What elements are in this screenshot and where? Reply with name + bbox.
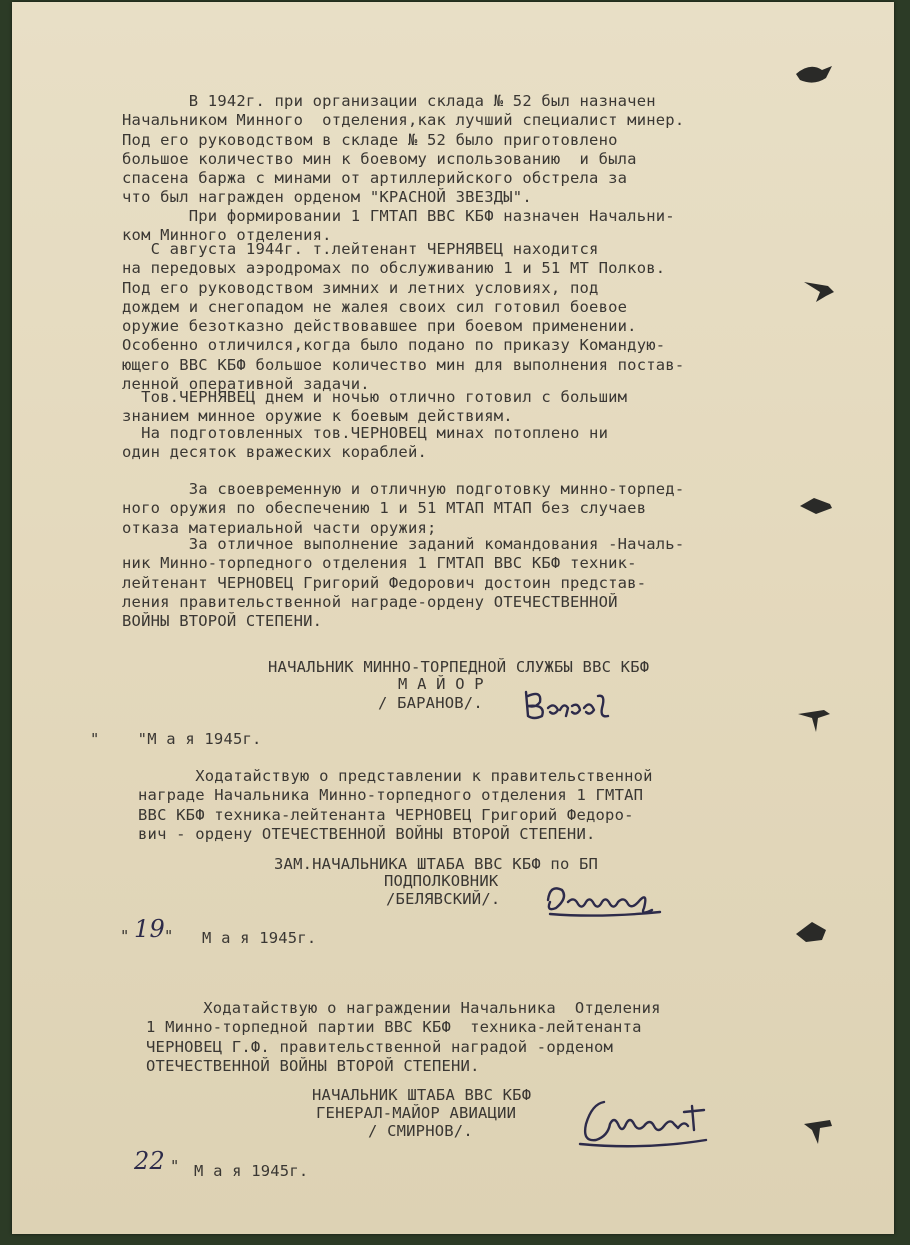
signer1-name: / БАРАНОВ/. [378, 694, 483, 712]
signer1-title: НАЧАЛЬНИК МИННО-ТОРПЕДНОЙ СЛУЖБЫ ВВС КБФ [268, 658, 650, 676]
signer3-name: / СМИРНОВ/. [368, 1122, 473, 1140]
date3-day-handwritten: 22 [134, 1147, 165, 1175]
punch-hole-4 [794, 702, 834, 734]
paragraph-gmtap-formation: При формировании 1 ГМТАП ВВС КБФ назначен Начальни- ком Минного отделения. [122, 207, 675, 245]
signer2-title: ЗАМ.НАЧАЛЬНИКА ШТАБА ВВС КБФ по БП [274, 855, 599, 873]
paragraph-day-and-night: Тов.ЧЕРНЯВЕЦ днем и ночью отлично готовил с большим знанием минное оружие к боевым действиям. [122, 388, 628, 426]
punch-hole-3 [796, 494, 836, 518]
punch-hole-6 [798, 1114, 838, 1148]
paragraph-enemy-ships: На подготовленных тов.ЧЕРНОВЕЦ минах потоплено ни один десяток вражеских кораблей. [122, 424, 609, 462]
date2-quote-open: " [120, 927, 130, 945]
signer2-rank: ПОДПОЛКОВНИК [384, 872, 499, 890]
signature3-handwritten [574, 1094, 714, 1154]
signature1-handwritten [520, 686, 620, 730]
paragraph-appointment-1942: В 1942г. при организации склада № 52 был назначен Начальником Минного отделения,как лучший специалист минер. Под его руководством в складе № 52 было приготовлено большое количество мин к боевому использованию и была спасена баржа с минами от артиллерийского обстрела за что был награжден орденом "КРАСНОЙ ЗВЕЗДЫ". [122, 92, 685, 207]
date3: М а я 1945г. [194, 1162, 309, 1180]
paragraph-recommendation: За отличное выполнение заданий командования -Началь- ник Минно-торпедного отделения 1 ГМТАП ВВС КБФ техник- лейтенант ЧЕРНОВЕЦ Григорий Федорович достоин представ- ления правительственной награде-ордену ОТЕЧЕСТВЕННОЙ ВОЙНЫ ВТОРОЙ СТЕПЕНИ. [122, 535, 685, 631]
petition2: Ходатайствую о награждении Начальника Отделения 1 Минно-торпедной партии ВВС КБФ техника-лейтенанта ЧЕРНОВЕЦ Г.Ф. правительственной наградой -орденом ОТЕЧЕСТВЕННОЙ ВОЙНЫ ВТОРОЙ СТЕПЕНИ. [146, 999, 661, 1075]
signer3-title: НАЧАЛЬНИК ШТАБА ВВС КБФ [312, 1086, 532, 1104]
signer2-name: /БЕЛЯВСКИЙ/. [386, 890, 501, 908]
punch-hole-2 [798, 274, 838, 304]
paragraph-august-1944: С августа 1944г. т.лейтенант ЧЕРНЯВЕЦ находится на передовых аэродромах по обслуживанию 1 и 51 МТ Полков. Под его руководством зимних и летних условиях, под дождем и снегопадом не жалея своих сил готовил боевое оружие безотказно действовавшее при боевом применении. Особенно отличился,когда было подано по приказу Командую- ющего ВВС КБФ большое количество мин для выполнения постав- ленной оперативной задачи. [122, 240, 685, 394]
date2: М а я 1945г. [202, 929, 317, 947]
petition1: Ходатайствую о представлении к правительственной награде Начальника Минно-торпедного отделения 1 ГМТАП ВВС КБФ техника-лейтенанта ЧЕРНОВЕЦ Григорий Федоро- вич - ордену ОТЕЧЕСТВЕННОЙ ВОЙНЫ ВТОРОЙ СТЕПЕНИ. [138, 767, 653, 843]
document-page [12, 2, 894, 1234]
signer3-rank: ГЕНЕРАЛ-МАЙОР АВИАЦИИ [316, 1104, 517, 1122]
date1: " "М а я 1945г. [90, 730, 262, 748]
signature2-handwritten [540, 878, 670, 922]
date2-quote-close: " [164, 927, 174, 945]
punch-hole-1 [792, 56, 836, 92]
paragraph-timely-preparation: За своевременную и отличную подготовку минно-торпед- ного оружия по обеспечению 1 и 51 МТАП МТАП без случаев отказа материальной части оружия; [122, 480, 685, 537]
date2-day-handwritten: 19 [134, 915, 165, 943]
signer1-rank: М А Й О Р [398, 675, 484, 693]
date3-quote-close: " [170, 1157, 180, 1175]
punch-hole-5 [792, 916, 832, 948]
